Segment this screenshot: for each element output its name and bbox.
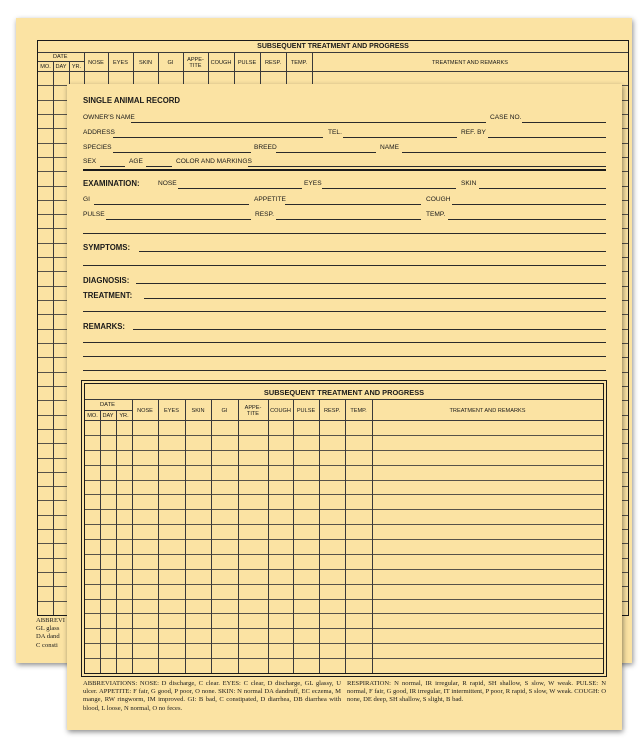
remarks-field[interactable]	[133, 329, 606, 330]
front-row-line	[85, 465, 603, 466]
age-label: AGE	[129, 158, 143, 165]
ref-by-label: REF. BY	[461, 129, 486, 136]
ref-by-field[interactable]	[488, 137, 606, 138]
species-label: SPECIES	[83, 144, 112, 151]
front-col-divider	[185, 399, 186, 673]
exam-appetite-field[interactable]	[285, 204, 421, 205]
front-col-header: GI	[221, 407, 228, 414]
front-row-line	[85, 658, 603, 659]
breed-field[interactable]	[276, 152, 376, 153]
sex-field[interactable]	[100, 166, 125, 167]
exam-temp-label: TEMP.	[426, 211, 446, 218]
front-col-divider	[268, 399, 269, 673]
treatment-line-2[interactable]	[83, 311, 606, 312]
exam-eyes-label: EYES	[304, 180, 322, 187]
symptoms-line-2[interactable]	[83, 265, 606, 266]
front-col-divider	[158, 399, 159, 673]
back-col-header: RESP.	[264, 59, 282, 66]
front-row-line	[85, 524, 603, 525]
back-col-header: APPE- TITE	[187, 56, 204, 69]
species-field[interactable]	[113, 152, 251, 153]
back-col-header: TEMP.	[290, 59, 308, 66]
case-no-field[interactable]	[522, 122, 606, 123]
color-markings-field[interactable]	[248, 166, 606, 167]
front-col-header: MO.	[87, 412, 98, 419]
diagnosis-heading: DIAGNOSIS:	[83, 276, 130, 285]
front-row-line	[85, 509, 603, 510]
tel-label: TEL.	[328, 129, 342, 136]
remarks-line-2[interactable]	[83, 342, 606, 343]
abbreviations-right: RESPIRATION: N normal, IR irregular, R rapid, SH shallow, S slow, W weak. PULSE: N normal, F fair, G good, IR irregular, IT intermittent, P poor, R rapid, S slow, W weak. COUGH: O none, DE deep, SH shallow, S slight, B bad.	[347, 680, 606, 704]
front-row-line	[85, 584, 603, 585]
color-markings-label: COLOR AND MARKINGS	[176, 158, 252, 165]
front-row-line	[85, 554, 603, 555]
examination-heading: EXAMINATION:	[83, 179, 140, 188]
exam-skin-field[interactable]	[479, 188, 606, 189]
tel-field[interactable]	[343, 137, 457, 138]
exam-appetite-label: APPETITE	[254, 196, 286, 203]
back-date-label: DATE	[53, 54, 68, 60]
back-col-header: MO.	[40, 63, 51, 70]
front-col-divider	[132, 399, 133, 673]
breed-label: BREED	[254, 144, 277, 151]
back-col-header: COUGH	[210, 59, 232, 66]
treatment-heading: TREATMENT:	[83, 291, 133, 300]
back-abbr-line-1: ABBREVI	[36, 617, 65, 624]
address-label: ADDRESS	[83, 129, 115, 136]
treatment-table-frame	[81, 380, 607, 677]
front-col-divider	[211, 399, 212, 673]
front-row-line	[85, 435, 603, 436]
exam-cough-field[interactable]	[452, 204, 606, 205]
front-col-divider	[238, 399, 239, 673]
back-col-header: PULSE	[237, 59, 257, 66]
back-col-header: TREATMENT AND REMARKS	[432, 59, 508, 66]
front-col-divider	[293, 399, 294, 673]
front-row-line	[85, 628, 603, 629]
exam-skin-label: SKIN	[461, 180, 477, 187]
front-col-divider	[345, 399, 346, 673]
front-table-title: SUBSEQUENT TREATMENT AND PROGRESS	[263, 388, 425, 397]
front-col-header: EYES	[164, 407, 179, 414]
age-field[interactable]	[146, 166, 172, 167]
front-col-divider	[319, 399, 320, 673]
treatment-progress-table	[84, 383, 604, 674]
back-col-header: DAY	[55, 63, 67, 70]
front-col-header: PULSE	[296, 407, 316, 414]
exam-resp-field[interactable]	[276, 219, 421, 220]
remarks-line-4[interactable]	[83, 370, 606, 371]
exam-pulse-label: PULSE	[83, 211, 105, 218]
exam-pulse-field[interactable]	[106, 219, 251, 220]
back-col-header: EYES	[113, 59, 128, 66]
back-col-divider	[53, 61, 54, 615]
remarks-heading: REMARKS:	[83, 322, 126, 331]
exam-nose-label: NOSE	[158, 180, 177, 187]
front-col-header: COUGH	[270, 407, 291, 414]
exam-cough-label: COUGH	[426, 196, 451, 203]
back-col-header: GI	[167, 59, 174, 66]
diagnosis-field[interactable]	[136, 283, 606, 284]
address-field[interactable]	[113, 137, 323, 138]
front-col-header: RESP.	[323, 407, 341, 414]
front-row-line	[85, 613, 603, 614]
treatment-field[interactable]	[144, 298, 606, 299]
back-abbr-line-3: DA dand	[36, 633, 60, 641]
front-col-header: APPE- TITE	[244, 404, 262, 417]
section-divider	[83, 169, 606, 171]
back-abbr-line-2: GL glass	[36, 625, 60, 633]
exam-gi-field[interactable]	[94, 204, 249, 205]
exam-temp-field[interactable]	[448, 219, 606, 220]
abbreviations-left: ABBREVIATIONS: NOSE: D discharge, C clear. EYES: C clear, D discharge, GL glassy, U ulcer. APPETITE: F fair, G good, P poor, O none. SKIN: N normal DA dandruff, EC eczema, M mange, RW ringworm, IM improved. GI: B bad, C constipated, D diarrhea, DB diarrhea with blood, L loose, N normal, O no feces.	[83, 680, 341, 712]
front-row-line	[85, 450, 603, 451]
case-no-label: CASE NO.	[490, 114, 522, 121]
exam-nose-field[interactable]	[178, 188, 302, 189]
front-col-header: TEMP.	[350, 407, 367, 414]
exam-resp-label: RESP.	[255, 211, 274, 218]
back-table-title: SUBSEQUENT TREATMENT AND PROGRESS	[257, 43, 409, 50]
front-col-header: DAY	[102, 412, 114, 419]
back-col-header: SKIN	[138, 59, 153, 66]
owners-name-field[interactable]	[131, 122, 486, 123]
back-abbr-line-4: C consti	[36, 641, 58, 649]
remarks-line-3[interactable]	[83, 356, 606, 357]
owners-name-label: OWNER'S NAME	[83, 114, 135, 121]
name-label: NAME	[380, 144, 400, 151]
front-col-header: YR.	[119, 412, 129, 419]
front-col-divider	[372, 399, 373, 673]
back-col-header: YR.	[71, 63, 82, 70]
exam-extra-line[interactable]	[83, 233, 606, 234]
front-row-line	[85, 643, 603, 644]
symptoms-field[interactable]	[139, 251, 606, 252]
exam-eyes-field[interactable]	[322, 188, 456, 189]
name-field[interactable]	[402, 152, 606, 153]
front-col-header: NOSE	[137, 407, 153, 414]
record-title: SINGLE ANIMAL RECORD	[83, 96, 181, 105]
symptoms-heading: SYMPTOMS:	[83, 243, 131, 252]
front-row-line	[85, 539, 603, 540]
front-row-line	[85, 480, 603, 481]
single-animal-record-sheet	[67, 84, 622, 730]
exam-gi-label: GI	[83, 196, 90, 203]
front-date-label: DATE	[100, 402, 116, 408]
sex-label: SEX	[83, 158, 97, 165]
front-col-header: TREATMENT AND REMARKS	[449, 407, 526, 414]
front-col-header: SKIN	[191, 407, 205, 414]
front-row-line	[85, 599, 603, 600]
front-row-line	[85, 494, 603, 495]
front-row-line	[85, 569, 603, 570]
back-col-header: NOSE	[88, 59, 104, 66]
